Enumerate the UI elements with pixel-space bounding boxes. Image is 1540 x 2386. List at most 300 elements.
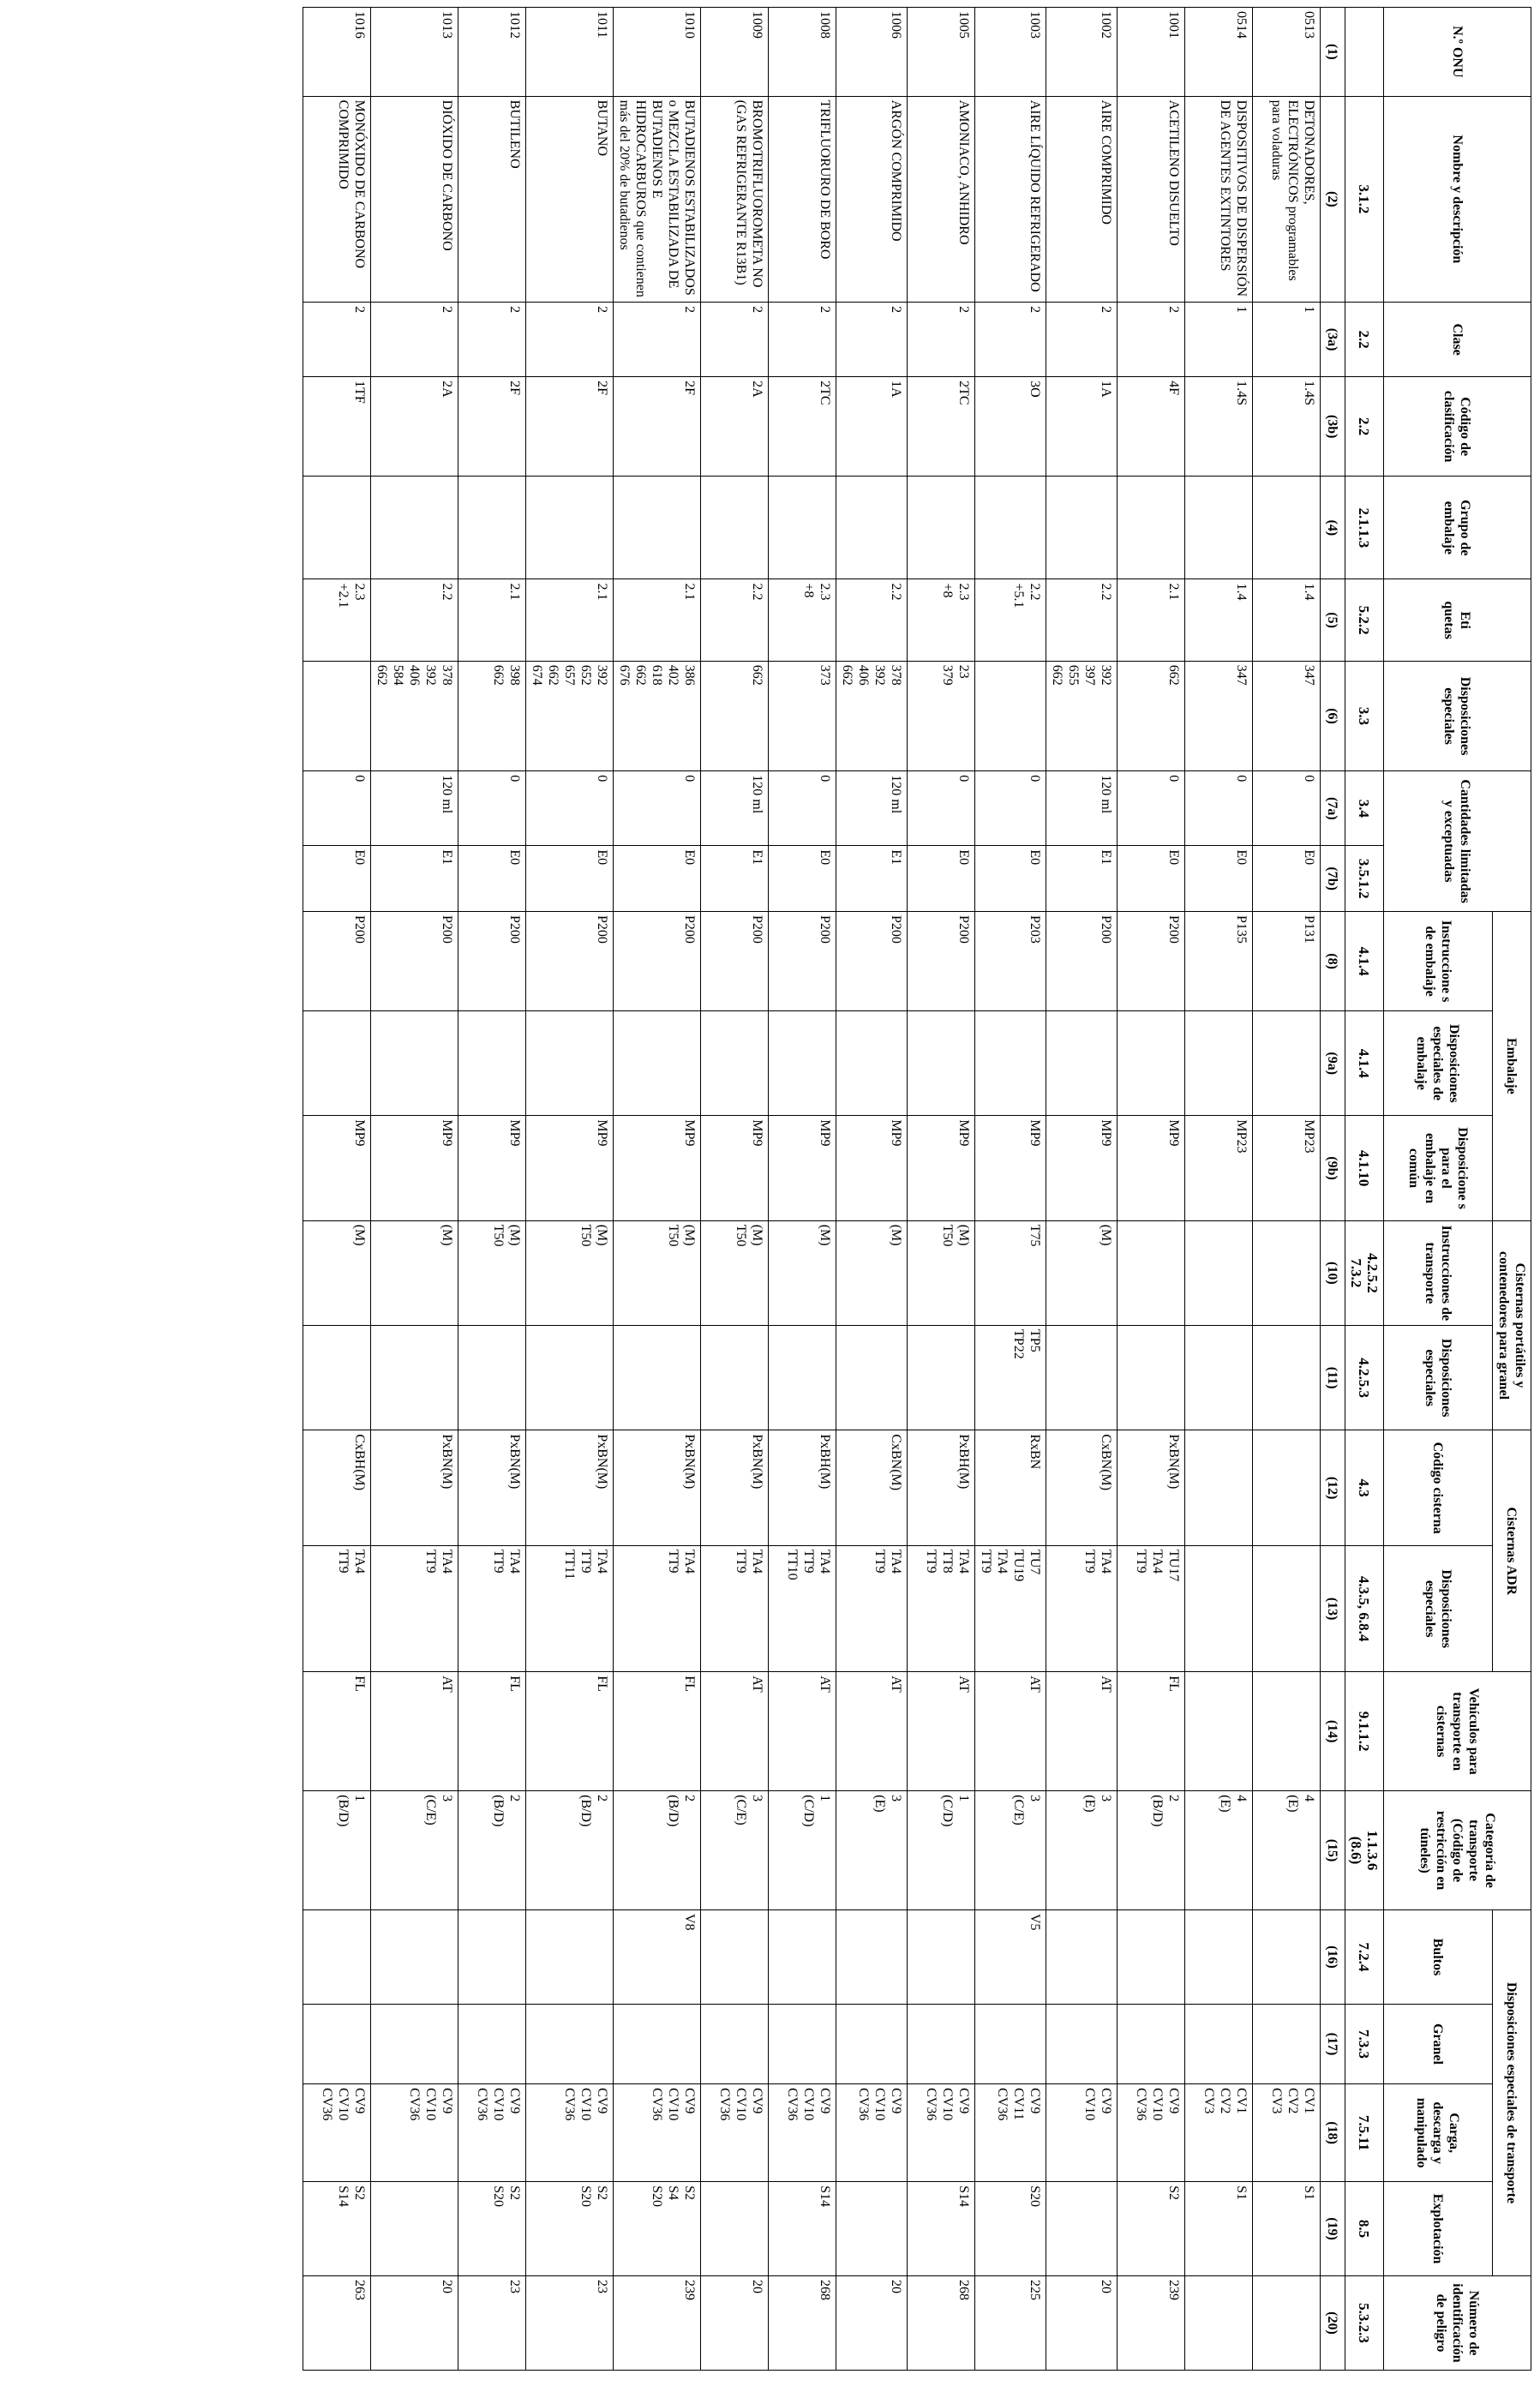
ref-cell: 9.1.1.2: [1345, 1672, 1384, 1791]
table-cell: [975, 661, 1046, 771]
table-cell: 2TC: [769, 377, 836, 477]
table-cell: 1 (C/D): [769, 1791, 836, 1910]
table-cell: 2.2: [836, 579, 908, 661]
table-cell: 1TF: [303, 377, 371, 477]
table-cell: 2: [303, 303, 371, 377]
table-cell: TA4 TT9: [303, 1546, 371, 1672]
table-cell: FL: [526, 1672, 614, 1791]
table-cell: [1185, 1672, 1253, 1791]
table-cell: CxBN(M): [836, 1430, 908, 1546]
table-cell: P200: [1118, 912, 1185, 1011]
table-cell: 2: [701, 303, 769, 377]
column-number-cell: (10): [1321, 1220, 1345, 1325]
table-cell: E1: [1046, 846, 1118, 912]
table-cell: 398 662: [458, 661, 526, 771]
table-cell: CV9 CV10 CV36: [701, 2084, 769, 2182]
un-number-cell: 1002: [1046, 8, 1118, 97]
table-cell: [1253, 1909, 1321, 2004]
table-row: [975, 8, 1046, 2371]
table-cell: [701, 2004, 769, 2083]
table-cell: 0: [526, 771, 614, 846]
table-cell: V5: [975, 1909, 1046, 2004]
table-cell: S2: [1118, 2182, 1185, 2276]
table-cell: P200: [614, 912, 701, 1011]
table-cell: [458, 1326, 526, 1430]
table-cell: [526, 2004, 614, 2083]
table-cell: P200: [1046, 912, 1118, 1011]
column-number-cell: (2): [1321, 96, 1345, 302]
table-cell: [614, 477, 701, 579]
column-number-cell: (4): [1321, 477, 1345, 579]
column-number-row: [1321, 8, 1345, 2371]
table-cell: [1253, 2004, 1321, 2083]
name-cell: BROMOTRIFLUOROMETA NO (GAS REFRIGERANTE R13B1): [701, 96, 769, 302]
table-cell: [1046, 1326, 1118, 1430]
table-cell: 0: [1253, 771, 1321, 846]
table-cell: AT: [1046, 1672, 1118, 1791]
table-cell: [614, 1326, 701, 1430]
header-class-code: Código de clasificación: [1384, 377, 1531, 477]
table-cell: 20: [1046, 2275, 1118, 2370]
header-vehicle: Vehículos para transporte en cisternas: [1384, 1672, 1531, 1791]
table-cell: V8: [614, 1909, 701, 2004]
table-cell: [526, 1909, 614, 2004]
table-cell: S2 S14: [303, 2182, 371, 2276]
table-cell: 1.4S: [1185, 377, 1253, 477]
header-bulk: Granel: [1384, 2004, 1493, 2083]
table-cell: (M): [769, 1220, 836, 1325]
ref-cell: 2.2: [1345, 303, 1384, 377]
table-cell: [701, 1326, 769, 1430]
table-cell: T75: [975, 1220, 1046, 1325]
column-number-cell: (18): [1321, 2084, 1345, 2182]
un-number-cell: 1011: [526, 8, 614, 97]
table-cell: [1185, 2275, 1253, 2370]
table-cell: MP23: [1185, 1116, 1253, 1220]
ref-cell: 7.5.11: [1345, 2084, 1384, 2182]
table-cell: CV9 CV10 CV36: [769, 2084, 836, 2182]
table-cell: [303, 661, 371, 771]
table-cell: 268: [908, 2275, 975, 2370]
name-cell: MONÓXIDO DE CARBONO COMPRIMIDO: [303, 96, 371, 302]
table-cell: 120 ml: [1046, 771, 1118, 846]
table-cell: TA4 TT9 TT11: [526, 1546, 614, 1672]
column-number-cell: (17): [1321, 2004, 1345, 2083]
column-number-cell: (19): [1321, 2182, 1345, 2276]
column-number-cell: (12): [1321, 1430, 1345, 1546]
table-cell: FL: [614, 1672, 701, 1791]
column-number-cell: (6): [1321, 661, 1345, 771]
table-cell: 23 379: [908, 661, 975, 771]
table-cell: [1185, 1909, 1253, 2004]
ref-cell: 4.1.10: [1345, 1116, 1384, 1220]
table-cell: 1A: [1046, 377, 1118, 477]
table-cell: [458, 2004, 526, 2083]
table-cell: S14: [769, 2182, 836, 2276]
table-cell: 2 (B/D): [1118, 1791, 1185, 1910]
table-cell: [614, 2004, 701, 2083]
ref-cell: 1.1.3.6 (8.6): [1345, 1791, 1384, 1910]
table-cell: 378 392 406 662: [836, 661, 908, 771]
table-row: [614, 8, 701, 2371]
column-number-cell: (13): [1321, 1546, 1345, 1672]
table-cell: [769, 1909, 836, 2004]
table-cell: 2 (B/D): [526, 1791, 614, 1910]
table-cell: [701, 2182, 769, 2276]
table-cell: 3 (E): [1046, 1791, 1118, 1910]
header-transport-instructions: Instrucciones de transporte: [1384, 1220, 1493, 1325]
table-cell: MP9: [526, 1116, 614, 1220]
table-row: [908, 8, 975, 2371]
ref-cell: 4.2.5.3: [1345, 1326, 1384, 1430]
table-cell: 2: [836, 303, 908, 377]
table-cell: 0: [303, 771, 371, 846]
table-cell: 20: [371, 2275, 458, 2370]
table-cell: 120 ml: [836, 771, 908, 846]
table-cell: E0: [526, 846, 614, 912]
column-number-cell: (16): [1321, 1909, 1345, 2004]
ref-cell: 3.3: [1345, 661, 1384, 771]
table-cell: [1046, 477, 1118, 579]
table-cell: (M): [371, 1220, 458, 1325]
table-cell: 2: [908, 303, 975, 377]
table-cell: 2.1: [1118, 579, 1185, 661]
table-cell: [371, 477, 458, 579]
column-number-cell: (5): [1321, 579, 1345, 661]
table-cell: PxBN(M): [701, 1430, 769, 1546]
un-number-cell: 1009: [701, 8, 769, 97]
table-cell: [371, 1909, 458, 2004]
un-number-cell: 1016: [303, 8, 371, 97]
header-packages: Bultos: [1384, 1909, 1493, 2004]
table-cell: CV9 CV10 CV36: [458, 2084, 526, 2182]
table-cell: 268: [769, 2275, 836, 2370]
table-cell: CV9 CV10 CV36: [836, 2084, 908, 2182]
table-cell: [1185, 1220, 1253, 1325]
table-cell: CV9 CV11 CV36: [975, 2084, 1046, 2182]
table-cell: 2.2: [701, 579, 769, 661]
table-cell: 2.2 +5.1: [975, 579, 1046, 661]
table-cell: MP9: [769, 1116, 836, 1220]
table-cell: [836, 1326, 908, 1430]
table-cell: MP9: [1046, 1116, 1118, 1220]
table-cell: 2F: [614, 377, 701, 477]
table-cell: 3 (C/E): [975, 1791, 1046, 1910]
table-cell: E0: [908, 846, 975, 912]
table-cell: 386 402 618 662 676: [614, 661, 701, 771]
ref-cell: 3.1.2: [1345, 96, 1384, 302]
table-cell: [975, 477, 1046, 579]
column-number-cell: (9b): [1321, 1116, 1345, 1220]
header-labels: Eti quetas: [1384, 579, 1531, 661]
table-cell: TP5 TP22: [975, 1326, 1046, 1430]
column-number-cell: (8): [1321, 912, 1345, 1011]
header-adr-tanks: Cisternas ADR: [1493, 1430, 1531, 1672]
table-cell: CV9 CV10 CV36: [526, 2084, 614, 2182]
table-cell: 0: [908, 771, 975, 846]
table-cell: 392 397 655 662: [1046, 661, 1118, 771]
table-cell: 1.4S: [1253, 377, 1321, 477]
table-cell: E1: [371, 846, 458, 912]
name-cell: DETONADORES, ELECTRÓNICOS programables para voladuras: [1253, 96, 1321, 302]
table-cell: AT: [769, 1672, 836, 1791]
table-cell: 392 652 657 662 674: [526, 661, 614, 771]
table-cell: [1118, 1326, 1185, 1430]
table-row: [836, 8, 908, 2371]
column-number-cell: (15): [1321, 1791, 1345, 1910]
table-cell: [1118, 2004, 1185, 2083]
header-transport-category: Categoría de transporte (Código de restricción en túneles): [1384, 1791, 1531, 1910]
table-cell: MP23: [1253, 1116, 1321, 1220]
table-cell: CV9 CV10: [1046, 2084, 1118, 2182]
header-un-no: N.º ONU: [1384, 8, 1531, 97]
column-number-cell: (9a): [1321, 1011, 1345, 1116]
table-cell: [908, 477, 975, 579]
table-cell: [526, 1011, 614, 1116]
table-cell: PxBN(M): [371, 1430, 458, 1546]
table-cell: E0: [1253, 846, 1321, 912]
table-cell: 0: [1118, 771, 1185, 846]
table-cell: 2.1: [458, 579, 526, 661]
table-cell: [836, 1909, 908, 2004]
table-cell: 0: [769, 771, 836, 846]
table-row: [769, 8, 836, 2371]
ref-cell: 4.2.5.2 7.3.2: [1345, 1220, 1384, 1325]
name-cell: AIRE LÍQUIDO REFRIGERADO: [975, 96, 1046, 302]
table-cell: (M) T50: [908, 1220, 975, 1325]
table-cell: [1253, 1430, 1321, 1546]
table-cell: [1253, 1546, 1321, 1672]
table-cell: [371, 2182, 458, 2276]
table-cell: CV9 CV10 CV36: [303, 2084, 371, 2182]
ref-cell: 4.3: [1345, 1430, 1384, 1546]
table-cell: E0: [1118, 846, 1185, 912]
table-cell: [701, 1011, 769, 1116]
table-cell: PxBN(M): [458, 1430, 526, 1546]
table-cell: [458, 477, 526, 579]
un-number-cell: 1010: [614, 8, 701, 97]
table-cell: 2.3 +8: [769, 579, 836, 661]
table-cell: 378 392 406 584 662: [371, 661, 458, 771]
un-number-cell: 1013: [371, 8, 458, 97]
table-body: [303, 8, 1321, 2371]
header-name: Nombre y descripción: [1384, 96, 1531, 302]
table-cell: 20: [836, 2275, 908, 2370]
table-cell: S1: [1253, 2182, 1321, 2276]
table-cell: TA4 TT9 TT10: [769, 1546, 836, 1672]
table-cell: [908, 1909, 975, 2004]
table-cell: 23: [458, 2275, 526, 2370]
header-hazard-id: Número de identificación de peligro: [1384, 2275, 1531, 2370]
table-cell: [908, 1326, 975, 1430]
table-cell: [701, 1909, 769, 2004]
ref-cell: 4.3.5, 6.8.4: [1345, 1546, 1384, 1672]
table-cell: 4 (E): [1185, 1791, 1253, 1910]
ref-cell: 2.1.1.3: [1345, 477, 1384, 579]
header-special-transport: Disposiciones especiales de transporte: [1493, 1909, 1531, 2275]
table-cell: 2F: [458, 377, 526, 477]
table-row: [1253, 8, 1321, 2371]
table-cell: [526, 477, 614, 579]
table-cell: P200: [458, 912, 526, 1011]
dangerous-goods-table: [303, 7, 1531, 2371]
table-cell: P131: [1253, 912, 1321, 1011]
table-cell: MP9: [371, 1116, 458, 1220]
table-cell: 2: [769, 303, 836, 377]
table-cell: (M) T50: [458, 1220, 526, 1325]
table-cell: P203: [975, 912, 1046, 1011]
ref-cell: 3.5.1.2: [1345, 846, 1384, 912]
table-cell: [769, 1326, 836, 1430]
table-cell: [1118, 477, 1185, 579]
table-cell: E0: [303, 846, 371, 912]
table-cell: CV9 CV10 CV36: [908, 2084, 975, 2182]
column-number-cell: (3b): [1321, 377, 1345, 477]
ref-cell: 4.1.4: [1345, 912, 1384, 1011]
table-cell: [1185, 1546, 1253, 1672]
header-loading: Carga, descarga y manipulado: [1384, 2084, 1493, 2182]
table-cell: 2TC: [908, 377, 975, 477]
table-cell: [836, 477, 908, 579]
table-cell: [1118, 1011, 1185, 1116]
column-number-cell: (7b): [1321, 846, 1345, 912]
table-cell: 2: [1046, 303, 1118, 377]
table-cell: 225: [975, 2275, 1046, 2370]
table-cell: 662: [701, 661, 769, 771]
table-cell: CV9 CV10 CV36: [614, 2084, 701, 2182]
table-cell: 2.3 +2.1: [303, 579, 371, 661]
table-cell: PxBN(M): [614, 1430, 701, 1546]
ref-cell: 3.4: [1345, 771, 1384, 846]
table-cell: [701, 477, 769, 579]
name-cell: DISPOSITIVOS DE DISPERSIÓN DE AGENTES EXTINTORES: [1185, 96, 1253, 302]
name-cell: BUTADIENOS ESTABILIZADOS o MEZCLA ESTABILIZADA DE BUTADIENOS E HIDROCARBUROS que contienen más del 20% de butadienos: [614, 96, 701, 302]
table-cell: TA4 TT9: [1046, 1546, 1118, 1672]
table-row: [1118, 8, 1185, 2371]
table-cell: 1A: [836, 377, 908, 477]
un-number-cell: 1006: [836, 8, 908, 97]
table-cell: TA4 TT9: [836, 1546, 908, 1672]
table-cell: 2: [371, 303, 458, 377]
ref-cell: 5.2.2: [1345, 579, 1384, 661]
table-cell: P200: [908, 912, 975, 1011]
column-number-cell: (11): [1321, 1326, 1345, 1430]
table-cell: [371, 1011, 458, 1116]
table-cell: [769, 1011, 836, 1116]
table-cell: S14: [908, 2182, 975, 2276]
name-cell: DIÓXIDO DE CARBONO: [371, 96, 458, 302]
table-cell: 120 ml: [371, 771, 458, 846]
table-cell: E1: [701, 846, 769, 912]
table-row: [526, 8, 614, 2371]
table-row: [458, 8, 526, 2371]
table-cell: MP9: [975, 1116, 1046, 1220]
un-number-cell: 1012: [458, 8, 526, 97]
table-cell: CxBN(M): [1046, 1430, 1118, 1546]
column-number-cell: (14): [1321, 1672, 1345, 1791]
table-cell: S20: [975, 2182, 1046, 2276]
un-number-cell: 1005: [908, 8, 975, 97]
header-tank-code: Código cisterna: [1384, 1430, 1493, 1546]
table-cell: 2A: [701, 377, 769, 477]
table-cell: MP9: [458, 1116, 526, 1220]
table-cell: AT: [975, 1672, 1046, 1791]
un-number-cell: 0513: [1253, 8, 1321, 97]
table-cell: AT: [371, 1672, 458, 1791]
table-cell: [1253, 1326, 1321, 1430]
table-cell: [303, 477, 371, 579]
un-number-cell: 1003: [975, 8, 1046, 97]
table-cell: CV1 CV2 CV3: [1253, 2084, 1321, 2182]
table-cell: PxBH(M): [908, 1430, 975, 1546]
header-special-packing: Disposiciones especiales de embalaje: [1384, 1011, 1493, 1116]
table-cell: 2: [458, 303, 526, 377]
table-cell: [1046, 2004, 1118, 2083]
column-number-cell: (3a): [1321, 303, 1345, 377]
table-cell: 2A: [371, 377, 458, 477]
table-cell: CxBH(M): [303, 1430, 371, 1546]
ref-cell: [1345, 8, 1384, 97]
table-cell: 3 (C/E): [701, 1791, 769, 1910]
table-cell: 20: [701, 2275, 769, 2370]
table-row: [303, 8, 371, 2371]
header-limited-quantities: Cantidades limitadas y exceptuadas: [1384, 771, 1531, 912]
un-number-cell: 1001: [1118, 8, 1185, 97]
table-cell: 1: [1185, 303, 1253, 377]
table-cell: P200: [701, 912, 769, 1011]
table-cell: 239: [614, 2275, 701, 2370]
table-cell: [836, 1011, 908, 1116]
table-cell: E0: [769, 846, 836, 912]
table-cell: MP9: [908, 1116, 975, 1220]
table-cell: 2: [526, 303, 614, 377]
table-cell: [303, 1011, 371, 1116]
ref-cell: 2.2: [1345, 377, 1384, 477]
table-cell: [769, 2004, 836, 2083]
table-cell: 347: [1253, 661, 1321, 771]
table-cell: [908, 1011, 975, 1116]
table-cell: [836, 2182, 908, 2276]
table-cell: [303, 2004, 371, 2083]
name-cell: BUTANO: [526, 96, 614, 302]
table-cell: [975, 1011, 1046, 1116]
header-packaging: Embalaje: [1493, 912, 1531, 1221]
table-cell: P200: [836, 912, 908, 1011]
table-cell: E0: [458, 846, 526, 912]
table-row: [371, 8, 458, 2371]
table-cell: [1253, 477, 1321, 579]
column-number-cell: (20): [1321, 2275, 1345, 2370]
table-cell: 23: [526, 2275, 614, 2370]
table-cell: 662: [1118, 661, 1185, 771]
table-cell: 3 (C/E): [371, 1791, 458, 1910]
table-cell: 263: [303, 2275, 371, 2370]
header-tank-special: Disposiciones especiales: [1384, 1546, 1493, 1672]
table-cell: [1118, 1909, 1185, 2004]
table-cell: 3O: [975, 377, 1046, 477]
table-cell: P200: [769, 912, 836, 1011]
table-row: [1046, 8, 1118, 2371]
table-cell: 4 (E): [1253, 1791, 1321, 1910]
table-cell: FL: [303, 1672, 371, 1791]
header-mixed-packing: Disposicione s para el embalaje en común: [1384, 1116, 1493, 1220]
table-cell: CV9 CV10 CV36: [1118, 2084, 1185, 2182]
table-cell: [1046, 1909, 1118, 2004]
table-cell: 2.3 +8: [908, 579, 975, 661]
table-cell: (M) T50: [701, 1220, 769, 1325]
table-cell: 373: [769, 661, 836, 771]
table-cell: (M): [836, 1220, 908, 1325]
